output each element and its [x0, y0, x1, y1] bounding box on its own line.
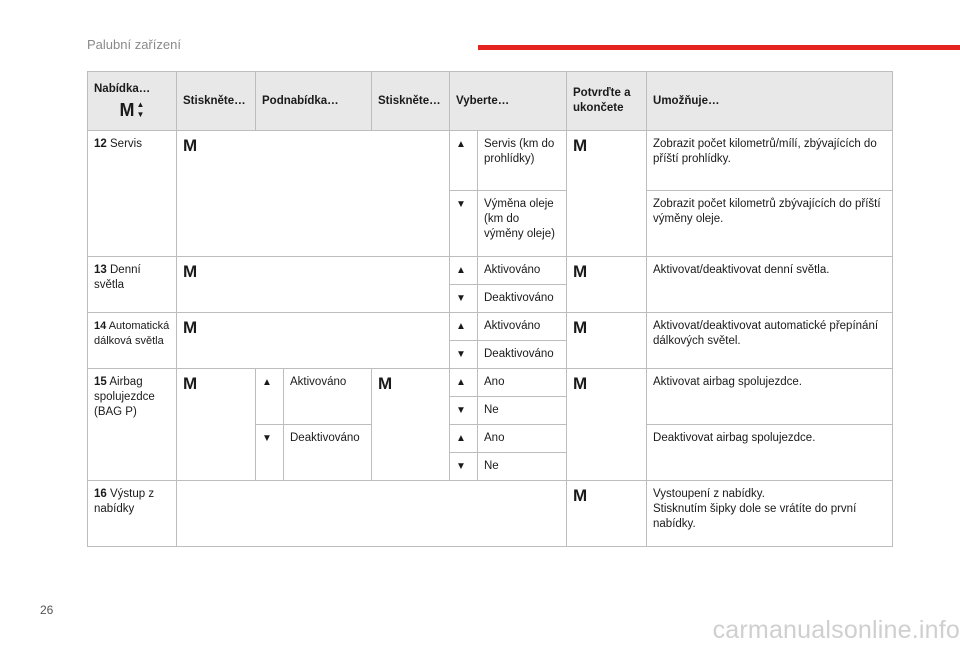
arrow-down-icon: ▼	[456, 293, 466, 304]
option-cell: Deaktivováno	[478, 285, 567, 313]
menu-cell-denni: 13 Denní světla	[88, 257, 177, 313]
arrow-up-icon: ▲	[262, 377, 272, 388]
description-cell: Deaktivovat airbag spolujezdce.	[647, 425, 893, 481]
column-header-confirm: Potvrďte a ukončete	[567, 72, 647, 131]
option-cell: Ne	[478, 397, 567, 425]
option-cell: Ano	[478, 425, 567, 453]
m-button-icon: M	[378, 374, 393, 393]
menu-table	[87, 71, 893, 547]
description-cell: Aktivovat/deaktivovat automatické přepínání dálkových světel.	[647, 313, 893, 369]
table-row	[88, 257, 893, 285]
arrow-up-icon: ▲	[456, 265, 466, 276]
m-button-icon: M	[183, 374, 198, 393]
description-cell: Zobrazit počet kilometrů/mílí, zbývajících do příští prohlídky.	[647, 131, 893, 191]
m-button-icon: M	[183, 318, 198, 337]
arrow-down-icon: ▼	[456, 199, 466, 210]
option-cell: Ano	[478, 369, 567, 397]
menu-cell-servis: 12 Servis	[88, 131, 177, 257]
m-button-icon: M	[573, 318, 588, 337]
arrow-down-icon: ▼	[456, 461, 466, 472]
menu-cell-airbag: 15 Airbag spolujezdce (BAG P)	[88, 369, 177, 481]
table-row	[88, 313, 893, 341]
arrow-up-icon: ▲	[136, 100, 145, 109]
option-cell: Deaktivováno	[478, 341, 567, 369]
option-cell: Aktivováno	[478, 313, 567, 341]
m-button-icon: M	[183, 262, 198, 281]
description-cell: Aktivovat/deaktivovat denní světla.	[647, 257, 893, 313]
menu-cell-vystup: 16 Výstup z nabídky	[88, 481, 177, 547]
watermark: carmanualsonline.info	[712, 616, 960, 644]
arrow-down-icon: ▼	[136, 110, 145, 119]
m-button-icon: M	[119, 99, 135, 120]
arrow-down-icon: ▼	[262, 433, 272, 444]
m-button-icon: M	[573, 262, 588, 281]
submenu-cell: Aktivováno	[284, 369, 372, 425]
m-button-icon: M	[573, 136, 588, 155]
m-button-icon: M	[183, 136, 198, 155]
menu-cell-dalkova: 14 Automatická dálková světla	[88, 313, 177, 369]
option-cell: Aktivováno	[478, 257, 567, 285]
page-number: 26	[40, 603, 54, 617]
description-cell: Zobrazit počet kilometrů zbývajících do příští výměny oleje.	[647, 191, 893, 257]
arrow-up-icon: ▲	[456, 377, 466, 388]
option-cell: Ne	[478, 453, 567, 481]
column-header-menu: Nabídka… M ▲ ▼	[88, 72, 177, 131]
submenu-cell: Deaktivováno	[284, 425, 372, 481]
arrow-down-icon: ▼	[456, 405, 466, 416]
description-cell: Vystoupení z nabídky. Stisknutím šipky dole se vrátíte do první nabídky.	[647, 481, 893, 547]
m-button-icon: M	[573, 374, 588, 393]
option-cell: Servis (km do prohlídky)	[478, 131, 567, 191]
column-header-submenu: Podnabídka…	[256, 72, 372, 131]
column-header-press-2: Stiskněte…	[372, 72, 450, 131]
table-row	[88, 131, 893, 191]
m-button-icon: M	[573, 486, 588, 505]
column-header-press: Stiskněte…	[177, 72, 256, 131]
arrow-up-icon: ▲	[456, 433, 466, 444]
column-header-select: Vyberte…	[450, 72, 567, 131]
page-header-title: Palubní zařízení	[87, 37, 181, 52]
table-header-row	[88, 72, 893, 131]
arrow-up-icon: ▲	[456, 321, 466, 332]
description-cell: Aktivovat airbag spolujezdce.	[647, 369, 893, 425]
table-row	[88, 481, 893, 547]
header-accent-bar	[478, 45, 960, 50]
option-cell: Výměna oleje (km do výměny oleje)	[478, 191, 567, 257]
arrow-down-icon: ▼	[456, 349, 466, 360]
column-header-allows: Umožňuje…	[647, 72, 893, 131]
table-row	[88, 369, 893, 397]
arrow-up-icon: ▲	[456, 139, 466, 150]
